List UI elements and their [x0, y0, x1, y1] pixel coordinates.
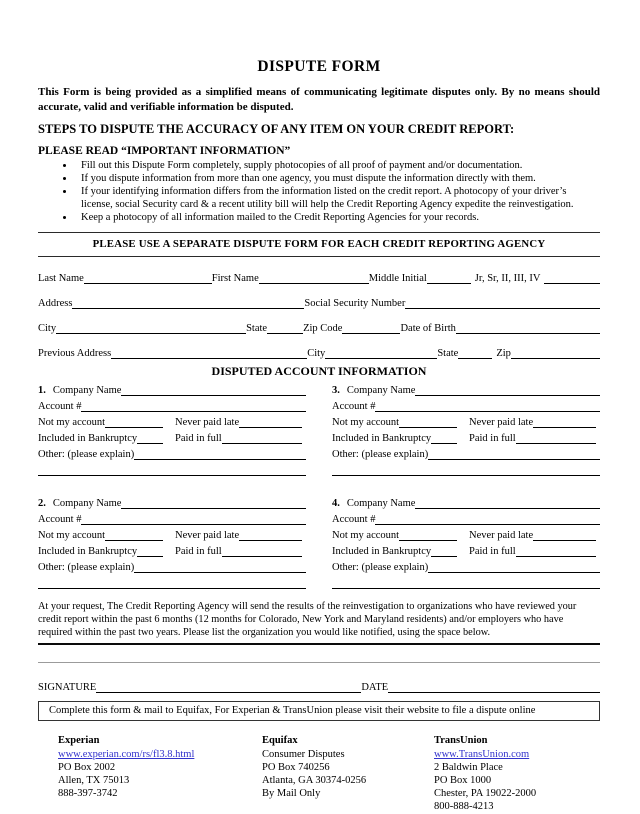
- personal-info-section: [38, 259, 600, 359]
- other-continuation-line: [332, 460, 600, 476]
- suffix-label: Jr, Sr, II, III, IV: [474, 272, 541, 284]
- account-number-label: Account #: [38, 400, 82, 412]
- block-number: 2.: [38, 497, 46, 509]
- other-field: [134, 447, 306, 460]
- block-number: 4.: [332, 497, 340, 509]
- paid-in-full-label: Paid in full: [469, 432, 516, 444]
- other-continuation-line: [38, 460, 306, 476]
- agency-name: TransUnion: [434, 735, 488, 747]
- other-label: Other: (please explain): [332, 448, 429, 460]
- mailing-instruction-text: Complete this form & mail to Equifax, For Experian & TransUnion please visit their website to file a dispute online: [49, 705, 536, 717]
- not-my-account-label: Not my account: [332, 416, 400, 428]
- separate-form-notice: PLEASE USE A SEPARATE DISPUTE FORM FOR EACH CREDIT REPORTING AGENCY: [92, 237, 546, 250]
- account-number-field: [375, 399, 600, 412]
- agency-address-line: PO Box 740256: [262, 761, 330, 773]
- page-title: DISPUTE FORM: [257, 58, 381, 75]
- instruction-item: • Fill out this Dispute Form completely, supply photocopies of all proof of payment and/or documentation.: [75, 160, 600, 173]
- paid-in-full-label: Paid in full: [175, 545, 222, 557]
- never-paid-late-label: Never paid late: [469, 529, 534, 541]
- never-paid-late-field: [533, 528, 596, 541]
- middle-initial-label: Middle Initial: [368, 272, 427, 284]
- paid-in-full-field: [222, 431, 302, 444]
- instruction-item: • If you dispute information from more than one agency, you must dispute the information directly with them.: [75, 173, 600, 186]
- address-row: [38, 284, 600, 309]
- paid-in-full-field: [516, 431, 596, 444]
- previous-address-field: [111, 346, 307, 359]
- other-continuation-line: [332, 573, 600, 589]
- agency-address-line: Allen, TX 75013: [58, 775, 130, 787]
- bankruptcy-label: Included in Bankruptcy: [38, 432, 138, 444]
- not-my-account-field: [399, 528, 457, 541]
- date-label: DATE: [361, 682, 389, 694]
- zip-code-label: Zip Code: [303, 322, 343, 334]
- account-number-field: [81, 512, 306, 525]
- bankruptcy-field: [137, 544, 163, 557]
- agency-address-line: Consumer Disputes: [262, 748, 345, 760]
- experian-dispute-link[interactable]: www.experian.com/rs/fl3.8.html: [58, 748, 195, 760]
- other-label: Other: (please explain): [38, 448, 135, 460]
- zip-code-field: [342, 321, 400, 334]
- account-number-label: Account #: [332, 513, 376, 525]
- reinvestigation-paragraph: At your request, The Credit Reporting Agency will send the results of the reinvestigation to organizations who have reviewed your credit report within the past 6 months (12 months for Colorado, New York and Maryland residents) and/or employers who have required within the past two years. Please list the organization you would like notified, using the space below.: [38, 600, 577, 639]
- signature-row: [38, 672, 600, 693]
- company-name-field: [121, 496, 306, 509]
- disputed-account-title: DISPUTED ACCOUNT INFORMATION: [211, 363, 427, 378]
- prev-city-field: [325, 346, 437, 359]
- divider: [38, 256, 600, 257]
- company-name-field: [121, 383, 306, 396]
- address-label: Address: [38, 297, 73, 309]
- middle-initial-field: [427, 271, 471, 284]
- other-field: [428, 560, 600, 573]
- agency-name: Experian: [58, 735, 100, 747]
- paid-in-full-field: [516, 544, 596, 557]
- other-field: [134, 560, 306, 573]
- agency-contacts: [38, 734, 600, 813]
- paid-in-full-field: [222, 544, 302, 557]
- bankruptcy-field: [431, 544, 457, 557]
- ssn-field: [405, 296, 600, 309]
- organization-write-line: [38, 662, 600, 663]
- account-blocks-row-2: [38, 493, 600, 589]
- agency-address-line: Chester, PA 19022-2000: [434, 788, 537, 800]
- account-block-1: [38, 380, 306, 476]
- account-number-label: Account #: [38, 513, 82, 525]
- city-field: [56, 321, 246, 334]
- never-paid-late-label: Never paid late: [175, 416, 240, 428]
- dob-field: [456, 321, 600, 334]
- city-label: City: [38, 322, 57, 334]
- agency-equifax: [262, 734, 434, 813]
- company-name-label: Company Name: [346, 384, 416, 396]
- dob-label: Date of Birth: [400, 322, 456, 334]
- bankruptcy-label: Included in Bankruptcy: [332, 432, 432, 444]
- prev-city-label: City: [307, 347, 326, 359]
- divider: [38, 232, 600, 233]
- instruction-list: [38, 160, 600, 225]
- not-my-account-field: [105, 528, 163, 541]
- not-my-account-label: Not my account: [38, 529, 106, 541]
- paid-in-full-label: Paid in full: [469, 545, 516, 557]
- company-name-label: Company Name: [52, 497, 122, 509]
- not-my-account-label: Not my account: [38, 416, 106, 428]
- agency-address-line: Atlanta, GA 30374-0256: [262, 775, 367, 787]
- signature-label: SIGNATURE: [38, 682, 97, 694]
- never-paid-late-field: [239, 528, 302, 541]
- prev-state-label: State: [437, 347, 459, 359]
- bankruptcy-field: [137, 431, 163, 444]
- never-paid-late-label: Never paid late: [469, 416, 534, 428]
- ssn-label: Social Security Number: [304, 297, 406, 309]
- company-name-label: Company Name: [52, 384, 122, 396]
- bankruptcy-field: [431, 431, 457, 444]
- agency-address-line: 2 Baldwin Place: [434, 761, 503, 773]
- other-label: Other: (please explain): [332, 561, 429, 573]
- city-state-row: [38, 309, 600, 334]
- previous-address-label: Previous Address: [38, 347, 112, 359]
- agency-address-line: PO Box 1000: [434, 775, 492, 787]
- agency-address-line: PO Box 2002: [58, 761, 116, 773]
- thick-divider: [38, 643, 600, 645]
- instruction-item: • If your identifying information differs from the information listed on the credit report. A photocopy of your driver’s license, social Security card & a recent utility bill will help the Credit Reporting Agency expedite the reinvestigation.: [75, 186, 600, 212]
- company-name-label: Company Name: [346, 497, 416, 509]
- agency-note: By Mail Only: [262, 788, 321, 800]
- account-number-field: [81, 399, 306, 412]
- other-label: Other: (please explain): [38, 561, 135, 573]
- never-paid-late-field: [239, 415, 302, 428]
- intro-paragraph: This Form is being provided as a simplified means of communicating legitimate disputes only. By no means should accurate, valid and verifiable information be disputed.: [38, 86, 600, 113]
- other-continuation-line: [38, 573, 306, 589]
- date-field: [388, 680, 600, 693]
- prev-state-field: [458, 346, 492, 359]
- never-paid-late-label: Never paid late: [175, 529, 240, 541]
- account-block-4: [332, 493, 600, 589]
- other-field: [428, 447, 600, 460]
- previous-address-row: [38, 334, 600, 359]
- agency-phone: 800-888-4213: [434, 801, 494, 813]
- agency-phone: 888-397-3742: [58, 788, 118, 800]
- prev-zip-field: [511, 346, 600, 359]
- agency-name: Equifax: [262, 735, 298, 747]
- not-my-account-label: Not my account: [332, 529, 400, 541]
- first-name-field: [259, 271, 369, 284]
- signature-field: [96, 680, 361, 693]
- block-number: 3.: [332, 384, 340, 396]
- not-my-account-field: [399, 415, 457, 428]
- last-name-label: Last Name: [38, 272, 84, 284]
- last-name-field: [84, 271, 212, 284]
- agency-transunion: [434, 734, 600, 813]
- transunion-website-link[interactable]: www.TransUnion.com: [434, 748, 530, 760]
- name-row: [38, 259, 600, 284]
- never-paid-late-field: [533, 415, 596, 428]
- mailing-instruction-box: [38, 701, 600, 721]
- suffix-field: [544, 271, 600, 284]
- steps-heading: STEPS TO DISPUTE THE ACCURACY OF ANY ITEM ON YOUR CREDIT REPORT:: [38, 122, 515, 136]
- account-block-2: [38, 493, 306, 589]
- state-label: State: [246, 322, 268, 334]
- account-blocks-row-1: [38, 380, 600, 476]
- not-my-account-field: [105, 415, 163, 428]
- account-number-label: Account #: [332, 400, 376, 412]
- prev-zip-label: Zip: [496, 347, 511, 359]
- first-name-label: First Name: [211, 272, 259, 284]
- instruction-item: • Keep a photocopy of all information mailed to the Credit Reporting Agencies for your records.: [75, 212, 600, 225]
- account-number-field: [375, 512, 600, 525]
- account-block-3: [332, 380, 600, 476]
- company-name-field: [415, 383, 600, 396]
- block-number: 1.: [38, 384, 46, 396]
- address-field: [72, 296, 304, 309]
- company-name-field: [415, 496, 600, 509]
- bankruptcy-label: Included in Bankruptcy: [38, 545, 138, 557]
- paid-in-full-label: Paid in full: [175, 432, 222, 444]
- bankruptcy-label: Included in Bankruptcy: [332, 545, 432, 557]
- state-field: [267, 321, 303, 334]
- agency-experian: [58, 734, 262, 813]
- read-important-heading: PLEASE READ “IMPORTANT INFORMATION”: [38, 145, 291, 157]
